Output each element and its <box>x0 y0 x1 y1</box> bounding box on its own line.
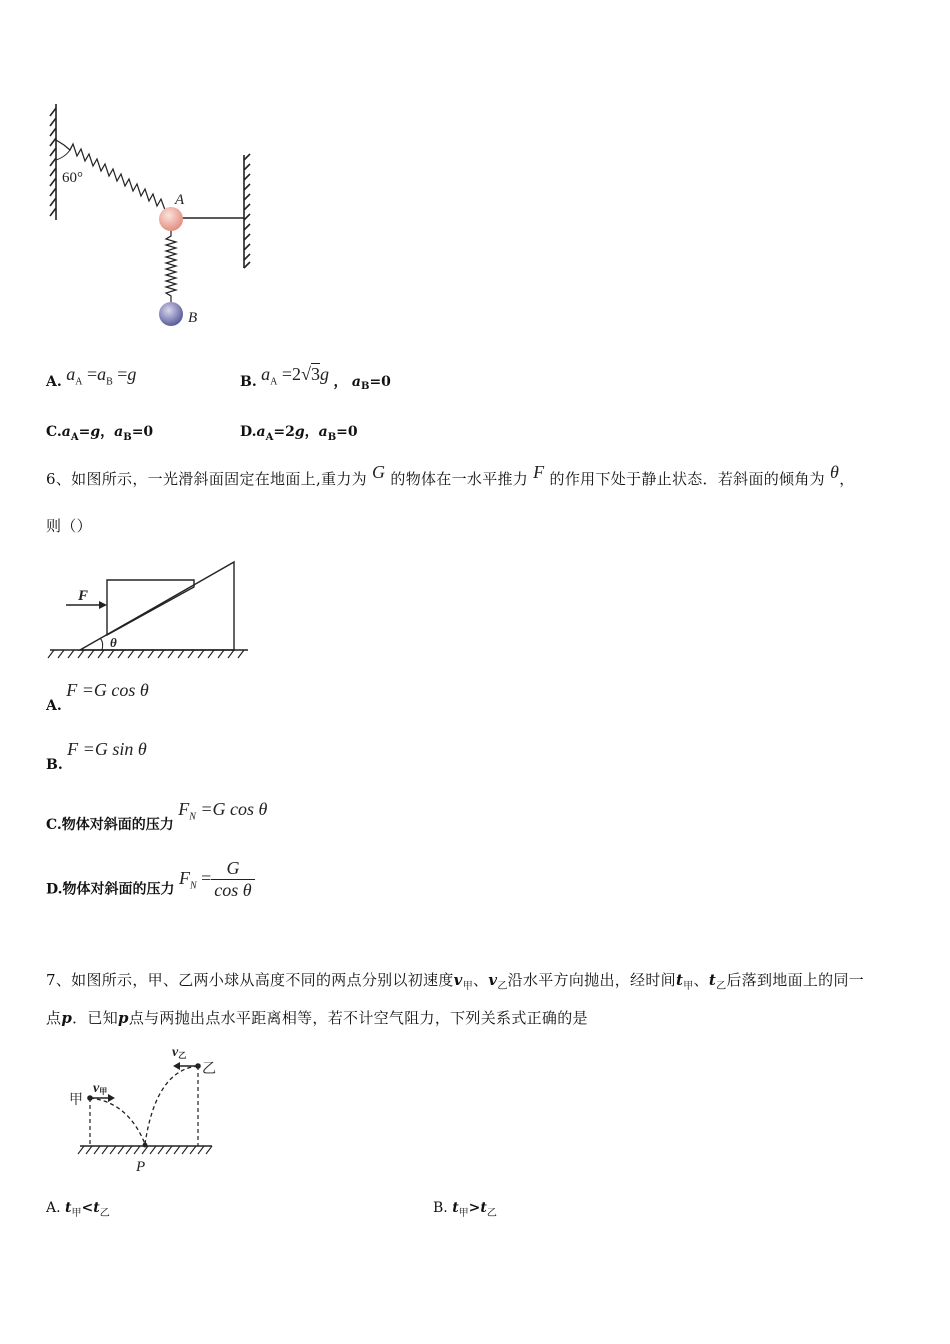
q6-option-b <box>46 739 147 773</box>
subscript-jia: 甲 <box>683 981 694 992</box>
equals-two: =2 <box>281 364 302 384</box>
symbol-t: t <box>65 1200 72 1216</box>
ball-b <box>159 302 183 326</box>
ball-a-label: A <box>175 192 185 208</box>
symbol-a: a <box>61 424 71 440</box>
symbol-p: p <box>118 1009 129 1027</box>
option-label: A. <box>46 698 62 714</box>
ball-a <box>159 207 183 231</box>
stem-text: 、 <box>473 971 489 989</box>
formula <box>178 799 268 823</box>
q6-option-c <box>46 799 267 834</box>
formula-rhs: =G cos θ <box>200 799 268 819</box>
q5-option-d <box>240 421 358 443</box>
subscript-yi: 乙 <box>497 981 508 992</box>
sqrt-icon: √ <box>301 364 311 384</box>
angle-60-label: 60° <box>62 170 83 186</box>
q5-figure <box>40 100 270 340</box>
stem-text: 点 <box>46 1009 62 1027</box>
subscript-a: A <box>265 431 274 443</box>
jia-ball <box>87 1095 93 1101</box>
formula: F =G cos θ <box>66 680 149 700</box>
symbol-g: g <box>294 424 305 440</box>
jia-label: 甲 <box>69 1092 83 1108</box>
symbol-g: G <box>372 462 386 482</box>
subscript-yi: 乙 <box>99 1207 110 1219</box>
value: =0 <box>369 374 391 390</box>
symbol-a: a <box>261 364 271 384</box>
vertical-spring <box>166 230 176 302</box>
value: =0 <box>131 424 154 440</box>
symbol-g: g <box>127 364 137 384</box>
q6-option-d <box>46 858 255 901</box>
stem-text: ， <box>839 470 855 488</box>
denominator: cos θ <box>214 880 252 900</box>
yi-trajectory <box>145 1066 198 1144</box>
q6-stem-line2: 则（） <box>46 517 92 535</box>
fraction <box>211 858 254 901</box>
equals-two: =2 <box>273 424 295 440</box>
subscript-a: A <box>75 376 83 388</box>
symbol-a: a <box>97 364 107 384</box>
symbol-f: F <box>178 799 190 819</box>
subscript-jia: 甲 <box>462 981 473 992</box>
q5-option-c <box>46 421 153 443</box>
option-label: A. <box>46 1200 61 1216</box>
p-point <box>143 1143 148 1148</box>
formula <box>66 364 137 388</box>
subscript-b: B <box>106 376 113 388</box>
subscript-jia: 甲 <box>458 1207 469 1219</box>
formula: F =G sin θ <box>67 739 147 759</box>
q7-figure <box>66 1040 226 1176</box>
comma: ， <box>100 424 115 440</box>
subscript-b: B <box>123 431 132 443</box>
symbol-t: t <box>93 1200 100 1216</box>
operator: > <box>468 1200 481 1216</box>
force-arrowhead <box>99 601 107 609</box>
equals: = <box>201 867 212 888</box>
formula <box>261 364 333 388</box>
subscript-n: N <box>189 811 196 823</box>
q7-option-b <box>433 1200 497 1219</box>
option-label: A. <box>46 374 62 390</box>
q7-stem-line1 <box>46 969 864 992</box>
option-label: D.物体对斜面的压力 <box>46 881 175 898</box>
symbol-a: a <box>351 374 361 390</box>
stem-text: 的作用下处于静止状态．若斜面的倾角为 <box>549 470 825 488</box>
force-label: F <box>78 588 89 604</box>
symbol-a: a <box>66 364 76 384</box>
subscript-yi: 乙 <box>716 981 727 992</box>
subscript-n: N <box>189 880 197 892</box>
option-label: C. <box>46 424 62 440</box>
symbol-a: a <box>318 424 328 440</box>
ball-b-label: B <box>188 310 198 326</box>
stem-text: 7、如图所示，甲、乙两小球从高度不同的两点分别以初速度 <box>46 971 454 989</box>
numerator: G <box>211 858 254 880</box>
v-yi-arrowhead <box>173 1062 180 1070</box>
right-wall <box>244 154 250 268</box>
option-label: C.物体对斜面的压力 <box>46 817 174 833</box>
symbol-g: g <box>319 364 329 384</box>
p-label: P <box>136 1159 146 1175</box>
stem-text: 的物体在一水平推力 <box>390 470 529 488</box>
subscript-yi: 乙 <box>486 1207 497 1219</box>
equals: = <box>117 364 128 384</box>
symbol-t: t <box>708 971 717 989</box>
v-jia-arrowhead <box>108 1094 115 1102</box>
yi-label: 乙 <box>202 1061 216 1077</box>
stem-text: 6、如图所示，一光滑斜面固定在地面上,重力为 <box>46 470 367 488</box>
operator: < <box>81 1200 94 1216</box>
q6-stem-line1 <box>46 462 855 489</box>
symbol-v: v <box>488 971 498 989</box>
jia-trajectory <box>90 1098 145 1144</box>
stem-text: 、 <box>693 971 709 989</box>
q7-stem-line2 <box>46 1007 588 1028</box>
radicand: 3 <box>310 364 320 384</box>
q6-figure <box>44 556 254 664</box>
stem-text: 后落到地面上的同一 <box>726 971 865 989</box>
symbol-p: p <box>61 1009 73 1027</box>
equals: = <box>86 364 98 384</box>
q5-option-a <box>46 364 136 390</box>
symbol-v: v <box>453 971 463 989</box>
q7-option-a <box>46 1200 110 1219</box>
option-label: B. <box>240 374 257 390</box>
subscript-b: B <box>327 431 337 443</box>
theta-label: θ <box>110 635 117 650</box>
subscript-a: A <box>70 431 79 443</box>
value: =0 <box>336 424 358 440</box>
symbol-t: t <box>452 1200 459 1216</box>
option-label: B. <box>46 757 63 773</box>
symbol-g: g <box>90 424 101 440</box>
option-label: B. <box>433 1200 448 1216</box>
symbol-f: F <box>178 867 190 888</box>
ground-hatch <box>48 650 244 658</box>
subscript-a: A <box>270 376 278 388</box>
q5-option-b <box>240 364 391 392</box>
left-wall <box>50 104 56 220</box>
symbol-theta: θ <box>830 462 840 482</box>
q6-option-a <box>46 680 149 714</box>
symbol-f: F <box>533 462 545 482</box>
stem-text: 点与两抛出点水平距离相等，若不计空气阻力，下列关系式正确的是 <box>128 1009 588 1027</box>
stem-text: ．已知 <box>72 1009 119 1027</box>
symbol-t: t <box>480 1200 487 1216</box>
symbol-t: t <box>675 971 684 989</box>
equals: = <box>78 424 91 440</box>
subscript-jia: 甲 <box>71 1207 82 1219</box>
comma: ， <box>333 374 348 390</box>
symbol-a: a <box>114 424 124 440</box>
yi-ball <box>195 1063 201 1069</box>
angle-arc <box>100 638 103 650</box>
stem-text: 沿水平方向抛出，经时间 <box>507 971 676 989</box>
subscript-b: B <box>360 381 370 392</box>
v-yi-label: v乙 <box>172 1045 187 1060</box>
symbol-a: a <box>256 424 266 440</box>
comma: ， <box>304 424 319 440</box>
option-label: D. <box>240 424 257 440</box>
v-jia-label: v甲 <box>93 1081 108 1096</box>
formula <box>178 858 255 900</box>
angle-arc <box>56 146 72 160</box>
